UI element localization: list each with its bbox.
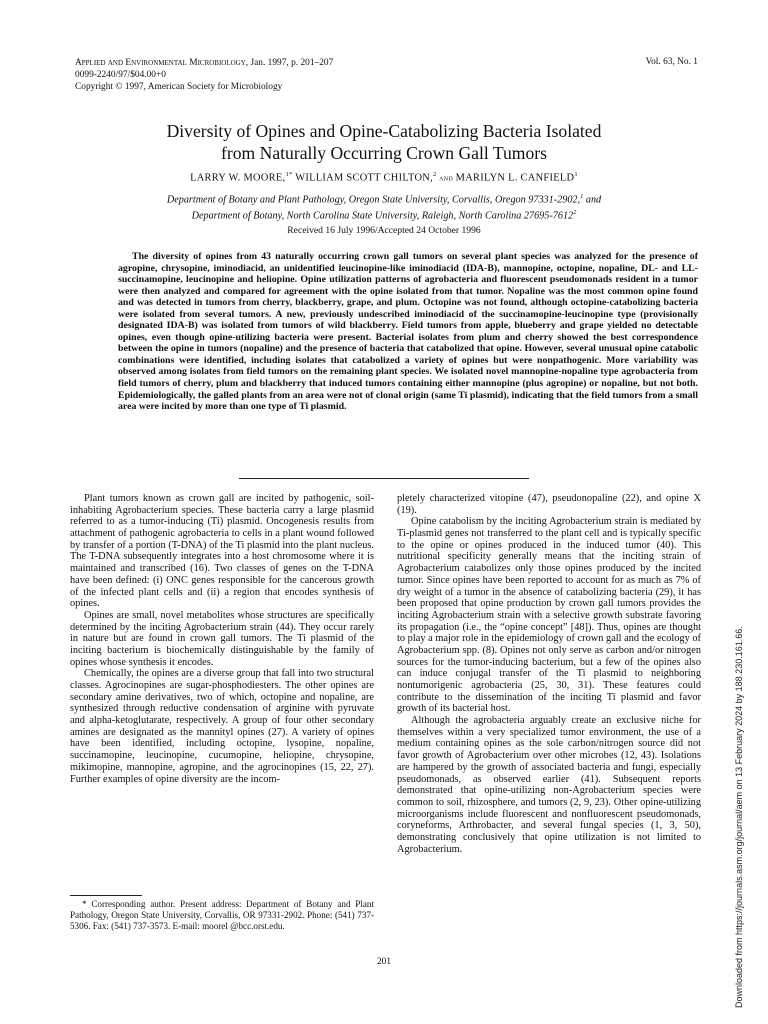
copyright: Copyright © 1997, American Society for Microbiology [75,82,283,93]
journal-name: Applied and Environmental Microbiology [75,58,246,68]
right-column [397,493,701,855]
download-watermark: Downloaded from https://journals.asm.org/journal/aem on 13 February 2024 by 188.230.161.66. [734,626,744,1008]
author-and: and [436,172,456,183]
affiliation-2: Department of Botany, North Carolina State University, Raleigh, North Carolina 27695-7612 [191,210,574,222]
abstract [118,251,698,413]
paragraph: Opine catabolism by the inciting Agrobacterium strain is mediated by Ti-plasmid genes not transferred to the plant cell and is typically specific to the opine or opines produced in the induced tumor (40). This nutritional specificity generally means that the inciting strain of Agrobacterium catabolizes only those opines produced by the incited tumor. Since opines have been reported to account for as much as 7% of dry weight of a tumor in the absence of catabolizing bacteria (29), it has been proposed that opine production by crown gall tumors provides the inciting Agrobacterium strain with a selective growth substrate favoring its propagation (i.e., the “opine concept” [48]). Thus, opines are thought to play a major role in the epidemiology of crown gall and the ecology of Agrobacterium spp. (8). Opines not only serve as carbon and/or nitrogen sources for the tumor-inducing bacterium, but a few of the opines also can induce conjugal transfer of the Ti plasmid to neighboring nontumorigenic agrobacteria (25, 30, 31). These features could contribute to the dissemination of the inciting Ti plasmid and favor growth of its bacterial host. [397,516,701,715]
author-list [70,171,698,183]
volume-info: Vol. 63, No. 1 [645,57,698,67]
article-title [70,120,698,164]
author-1-affil: 1* [285,171,293,178]
left-column [70,493,374,785]
paragraph: pletely characterized vitopine (47), pseudonopaline (22), and opine X (19). [397,493,701,516]
author-2: WILLIAM SCOTT CHILTON, [292,172,433,184]
abstract-divider [239,478,529,479]
affiliations [70,190,698,223]
title-line-1: Diversity of Opines and Opine-Catabolizing Bacteria Isolated [166,121,602,141]
paragraph: Opines are small, novel metabolites whose structures are specifically determined by the inciting Agrobacterium strain (44). They occur rarely in nature but are found in crown gall tumors. The Ti plasmid of the inciting bacterium is biochemically distinguishable by the family of opines whose synthesis it encodes. [70,609,374,668]
footnote-divider [70,895,142,896]
affiliation-1: Department of Botany and Plant Pathology, Oregon State University, Corvallis, Oregon 97331-2902, [166,194,581,206]
author-3-affil: 1 [574,171,578,178]
running-header [75,57,333,94]
author-1: LARRY W. MOORE, [190,172,286,184]
affiliation-1-sup: 1 [580,193,584,200]
issn: 0099-2240/97/$04.00+0 [75,70,166,81]
title-line-2: from Naturally Occurring Crown Gall Tumors [221,143,547,163]
paragraph: Although the agrobacteria arguably create an exclusive niche for themselves within a very specialized tumor environment, the use of a medium containing opines as the sole carbon/nitrogen source did not favor growth of Agrobacterium over other microbes (12, 43). Isolations are hampered by the growth of associated bacteria and fungi, especially pseudomonads, as observed earlier (41). Subsequent reports demonstrated that opine-utilizing non-Agrobacterium species were common to soil, rhizosphere, and tumors (2, 9, 23). Other opine-utilizing microorganisms include fluorescent and nonfluorescent pseudomonads, coryneforms, Arthrobacter, and several fungal species (1, 3, 50), demonstrating conclusively that opine utilization is not limited to Agrobacterium. [397,715,701,855]
paragraph: Chemically, the opines are a diverse group that fall into two structural classes. Agrocinopines are sugar-phosphodiesters. The other opines are secondary amine derivatives, two of which, octopine and nopaline, are synthesized through reductive condensation of arginine with pyruvate and alpha-ketoglutarate, respectively. A group of four other secondary amines are designated as the mannityl opines (27). A variety of opines have been identified, including octopine, lysopine, nopaline, succinamopine, leucinopine, cucumopine, heliopine, chrysopine, mikimopine, mannopine, agropine, and the agrocinopines (15, 22, 27). Further examples of opine diversity are the incom- [70,668,374,785]
corresponding-author-footnote: * Corresponding author. Present address: Department of Botany and Plant Pathology, Oregon State University, Corvallis, OR 97331-2902. Phone: (541) 737-5306. Fax: (541) 737-3573. E-mail: moorel @bcc.orst.edu. [70,899,374,932]
affiliation-2-sup: 2 [573,209,577,217]
author-2-affil: 2 [433,171,437,178]
citation: , Jan. 1997, p. 201–207 [245,58,334,68]
author-3: MARILYN L. CANFIELD [455,172,575,184]
received-dates: Received 16 July 1996/Accepted 24 October 1996 [287,225,481,236]
affiliation-1-and: and [583,194,602,206]
page-number: 201 [377,957,391,967]
paragraph: Plant tumors known as crown gall are incited by pathogenic, soil-inhabiting Agrobacterium species. These bacteria carry a large plasmid referred to as a tumor-inducing (Ti) plasmid. Oncogenesis results from attachment of pathogenic agrobacteria to cells in a plant wound followed by transfer of a portion (T-DNA) of the Ti plasmid into the plant nucleus. The T-DNA subsequently integrates into a host chromosome where it is maintained and transcribed (16). Two classes of genes on the T-DNA have been defined: (i) ONC genes responsible for the cancerous growth of the infected plant cells and (ii) a region that encodes synthesis of opines. [70,493,374,610]
abstract-text: The diversity of opines from 43 naturally occurring crown gall tumors on several plant species was analyzed for the presence of agropine, chrysopine, iminodiacid, an unidentified leucinopine-like iminodiacid (IDA-B), mannopine, octopine, nopaline, DL- and LL-succinamopine, leucinopine and heliopine. Opine utilization patterns of agrobacteria and fluorescent pseudomonads resident in a tumor were then analyzed and compared for agreement with the opine isolated from that tumor. Nopaline was the most common opine found and was detected in tumors from cherry, blackberry, grape, and plum. Octopine was not found, although octopine-catabolizing bacteria were isolated from several tumors. A new, previously undescribed iminodiacid of the succinamopine-leucinopine type (provisionally designated IDA-B) was isolated from tumors of wild blackberry. Field tumors from apple, blueberry and grape yielded no detectable opines, even though opine-utilizing bacteria were present. Bacterial isolates from plum and cherry showed the best correspondence between the opine in tumors (nopaline) and the presence of bacteria that catabolized that opine. However, several unusual opine catabolic combinations were identified, including isolates that catabolized a variety of opines but were nonpathogenic. More variability was observed among isolates from field tumors on the remaining plant species. We isolated novel mannopine-nopaline type agrobacteria from field tumors of cherry, plum and blackberry that induced tumors containing either mannopine (plus agropine) or nopaline, but not both. Epidemiologically, the galled plants from an area were not of clonal origin (same Ti plasmid), indicating that the field tumors from a small area were incited by more than one type of Ti plasmid. [118,251,698,413]
